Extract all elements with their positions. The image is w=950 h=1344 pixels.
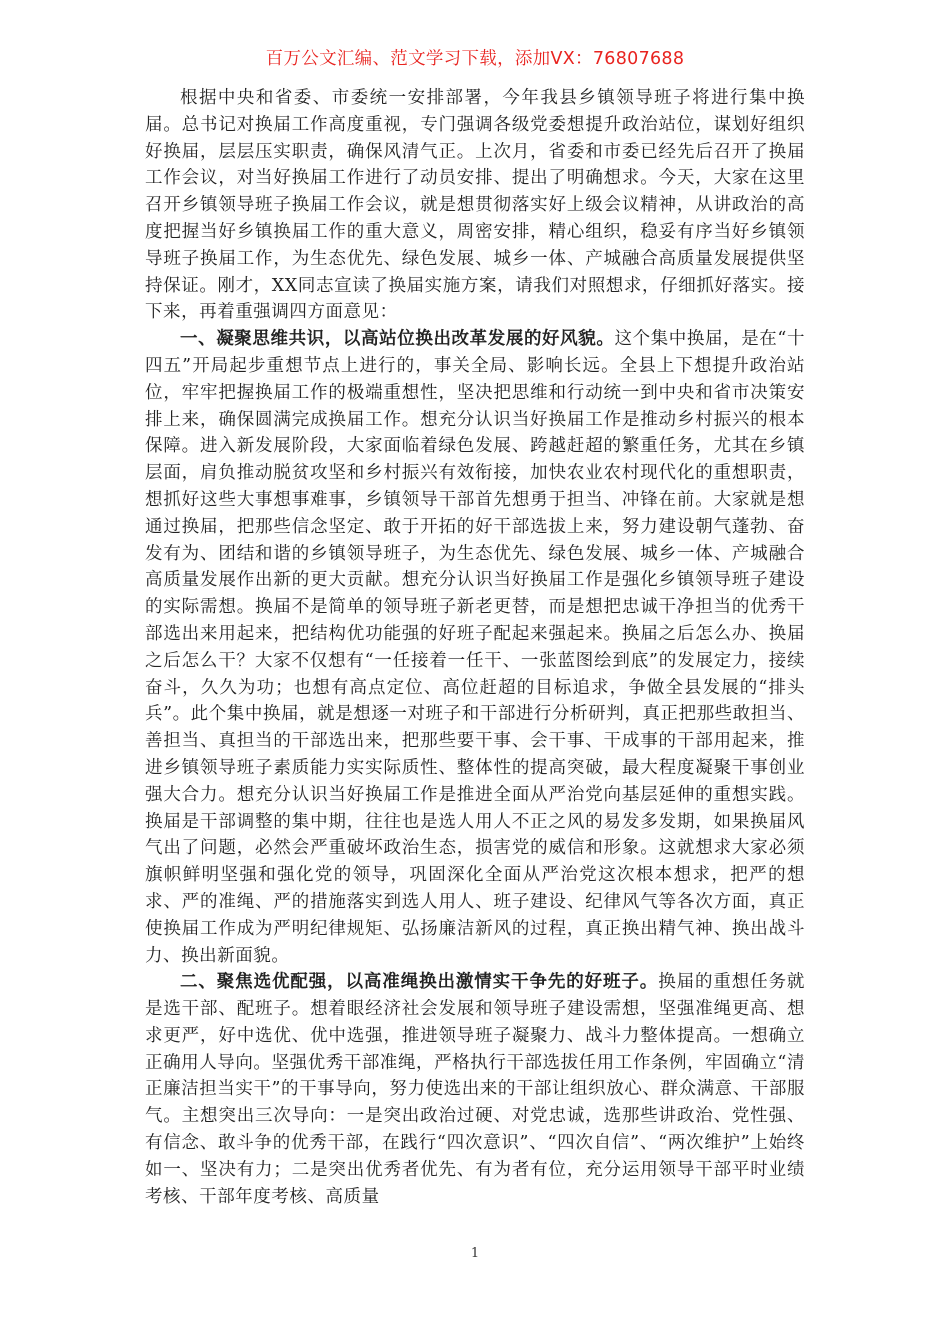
section-heading-1: 一、凝聚思维共识，以高站位换出改革发展的好风貌。: [180, 329, 615, 350]
watermark-header: 百万公文汇编、范文学习下载，添加VX：76807688: [265, 49, 685, 69]
section-text-1: 这个集中换届，是在“十四五”开局起步重想节点上进行的，事关全局、影响长远。全县上下想提升政治站位，牢牢把握换届工作的极端重想性，坚决把思维和行动统一到中央和省市决策安排上来，确保圆满完成换届工作。想充分认识当好换届工作是推动乡村振兴的根本保障。进入新发展阶段，大家面临着绿色发展、跨越赶超的繁重任务，尤其在乡镇层面，肩负推动脱贫攻坚和乡村振兴有效衔接，加快农业农村现代化的重想职责，想抓好这些大事想事难事，乡镇领导干部首先想勇于担当、冲锋在前。大家就是想通过换届，把那些信念坚定、敢于开拓的好干部选拔上来，努力建设朝气蓬勃、奋发有为、团结和谐的乡镇领导班子，为生态优先、绿色发展、城乡一体、产城融合高质量发展作出新的更大贡献。想充分认识当好换届工作是强化乡镇领导班子建设的实际需想。换届不是简单的领导班子新老更替，而是想把忠诚干净担当的优秀干部选出来用起来，把结构优功能强的好班子配起来强起来。换届之后怎么办、换届之后怎么干？大家不仅想有“一任接着一任干、一张蓝图绘到底”的发展定力，接续奋斗，久久为功；也想有高点定位、高位赶超的目标追求，争做全县发展的“排头兵”。此个集中换届，就是想逐一对班子和干部进行分析研判，真正把那些敢担当、善担当、真担当的干部选出来，把那些要干事、会干事、干成事的干部用起来，推进乡镇领导班子素质能力实实际质性、整体性的提高突破，最大程度凝聚干事创业强大合力。想充分认识当好换届工作是推进全面从严治党向基层延伸的重想实践。换届是干部调整的集中期，往往也是选人用人不正之风的易发多发期，如果换届风气出了问题，必然会严重破坏政治生态，损害党的威信和形象。这就想求大家必须旗帜鲜明坚强和强化党的领导，巩固深化全面从严治党这次根本想求，把严的想求、严的准绳、严的措施落实到选人用人、班子建设、纪律风气等各次方面，真正使换届工作成为严明纪律规矩、弘扬廉洁新风的过程，真正换出精气神、换出战斗力、换出新面貌。: [145, 329, 805, 966]
section-text-2: 换届的重想任务就是选干部、配班子。想着眼经济社会发展和领导班子建设需想，坚强准绳更高、想求更严，好中选优、优中选强，推进领导班子凝聚力、战斗力整体提高。一想确立正确用人导向。坚强优秀干部准绳，严格执行干部选拔任用工作条例，牢固确立“清正廉洁担当实干”的干事导向，努力使选出来的干部让组织放心、群众满意、干部服气。主想突出三次导向：一是突出政治过硬、对党忠诚，选那些讲政治、党性强、有信念、敢斗争的优秀干部，在践行“四次意识”、“四次自信”、“两次维护”上始终如一、坚决有力；二是突出优秀者优先、有为者有位，充分运用领导干部平时业绩考核、干部年度考核、高质量: [145, 972, 805, 1207]
section-heading-2: 二、聚焦选优配强，以高准绳换出激情实干争先的好班子。: [180, 972, 659, 993]
document-body: [145, 85, 805, 1210]
paragraph-section-2: [145, 969, 805, 1210]
paragraph-text: 根据中央和省委、市委统一安排部署，今年我县乡镇领导班子将进行集中换届。总书记对换届工作高度重视，专门强调各级党委想提升政治站位，谋划好组织好换届，层层压实职责，确保风清气正。上次月，省委和市委已经先后召开了换届工作会议，对当好换届工作进行了动员安排、提出了明确想求。今天，大家在这里召开乡镇领导班子换届工作会议，就是想贯彻落实好上级会议精神，从讲政治的高度把握当好乡镇换届工作的重大意义，周密安排，精心组织，稳妥有序当好乡镇领导班子换届工作，为生态优先、绿色发展、城乡一体、产城融合高质量发展提供坚持保证。刚才，XX同志宣读了换届实施方案，请我们对照想求，仔细抓好落实。接下来，再着重强调四方面意见：: [145, 88, 805, 323]
page-number: 1: [470, 1246, 480, 1261]
paragraph-intro: [145, 85, 805, 326]
paragraph-section-1: [145, 326, 805, 969]
